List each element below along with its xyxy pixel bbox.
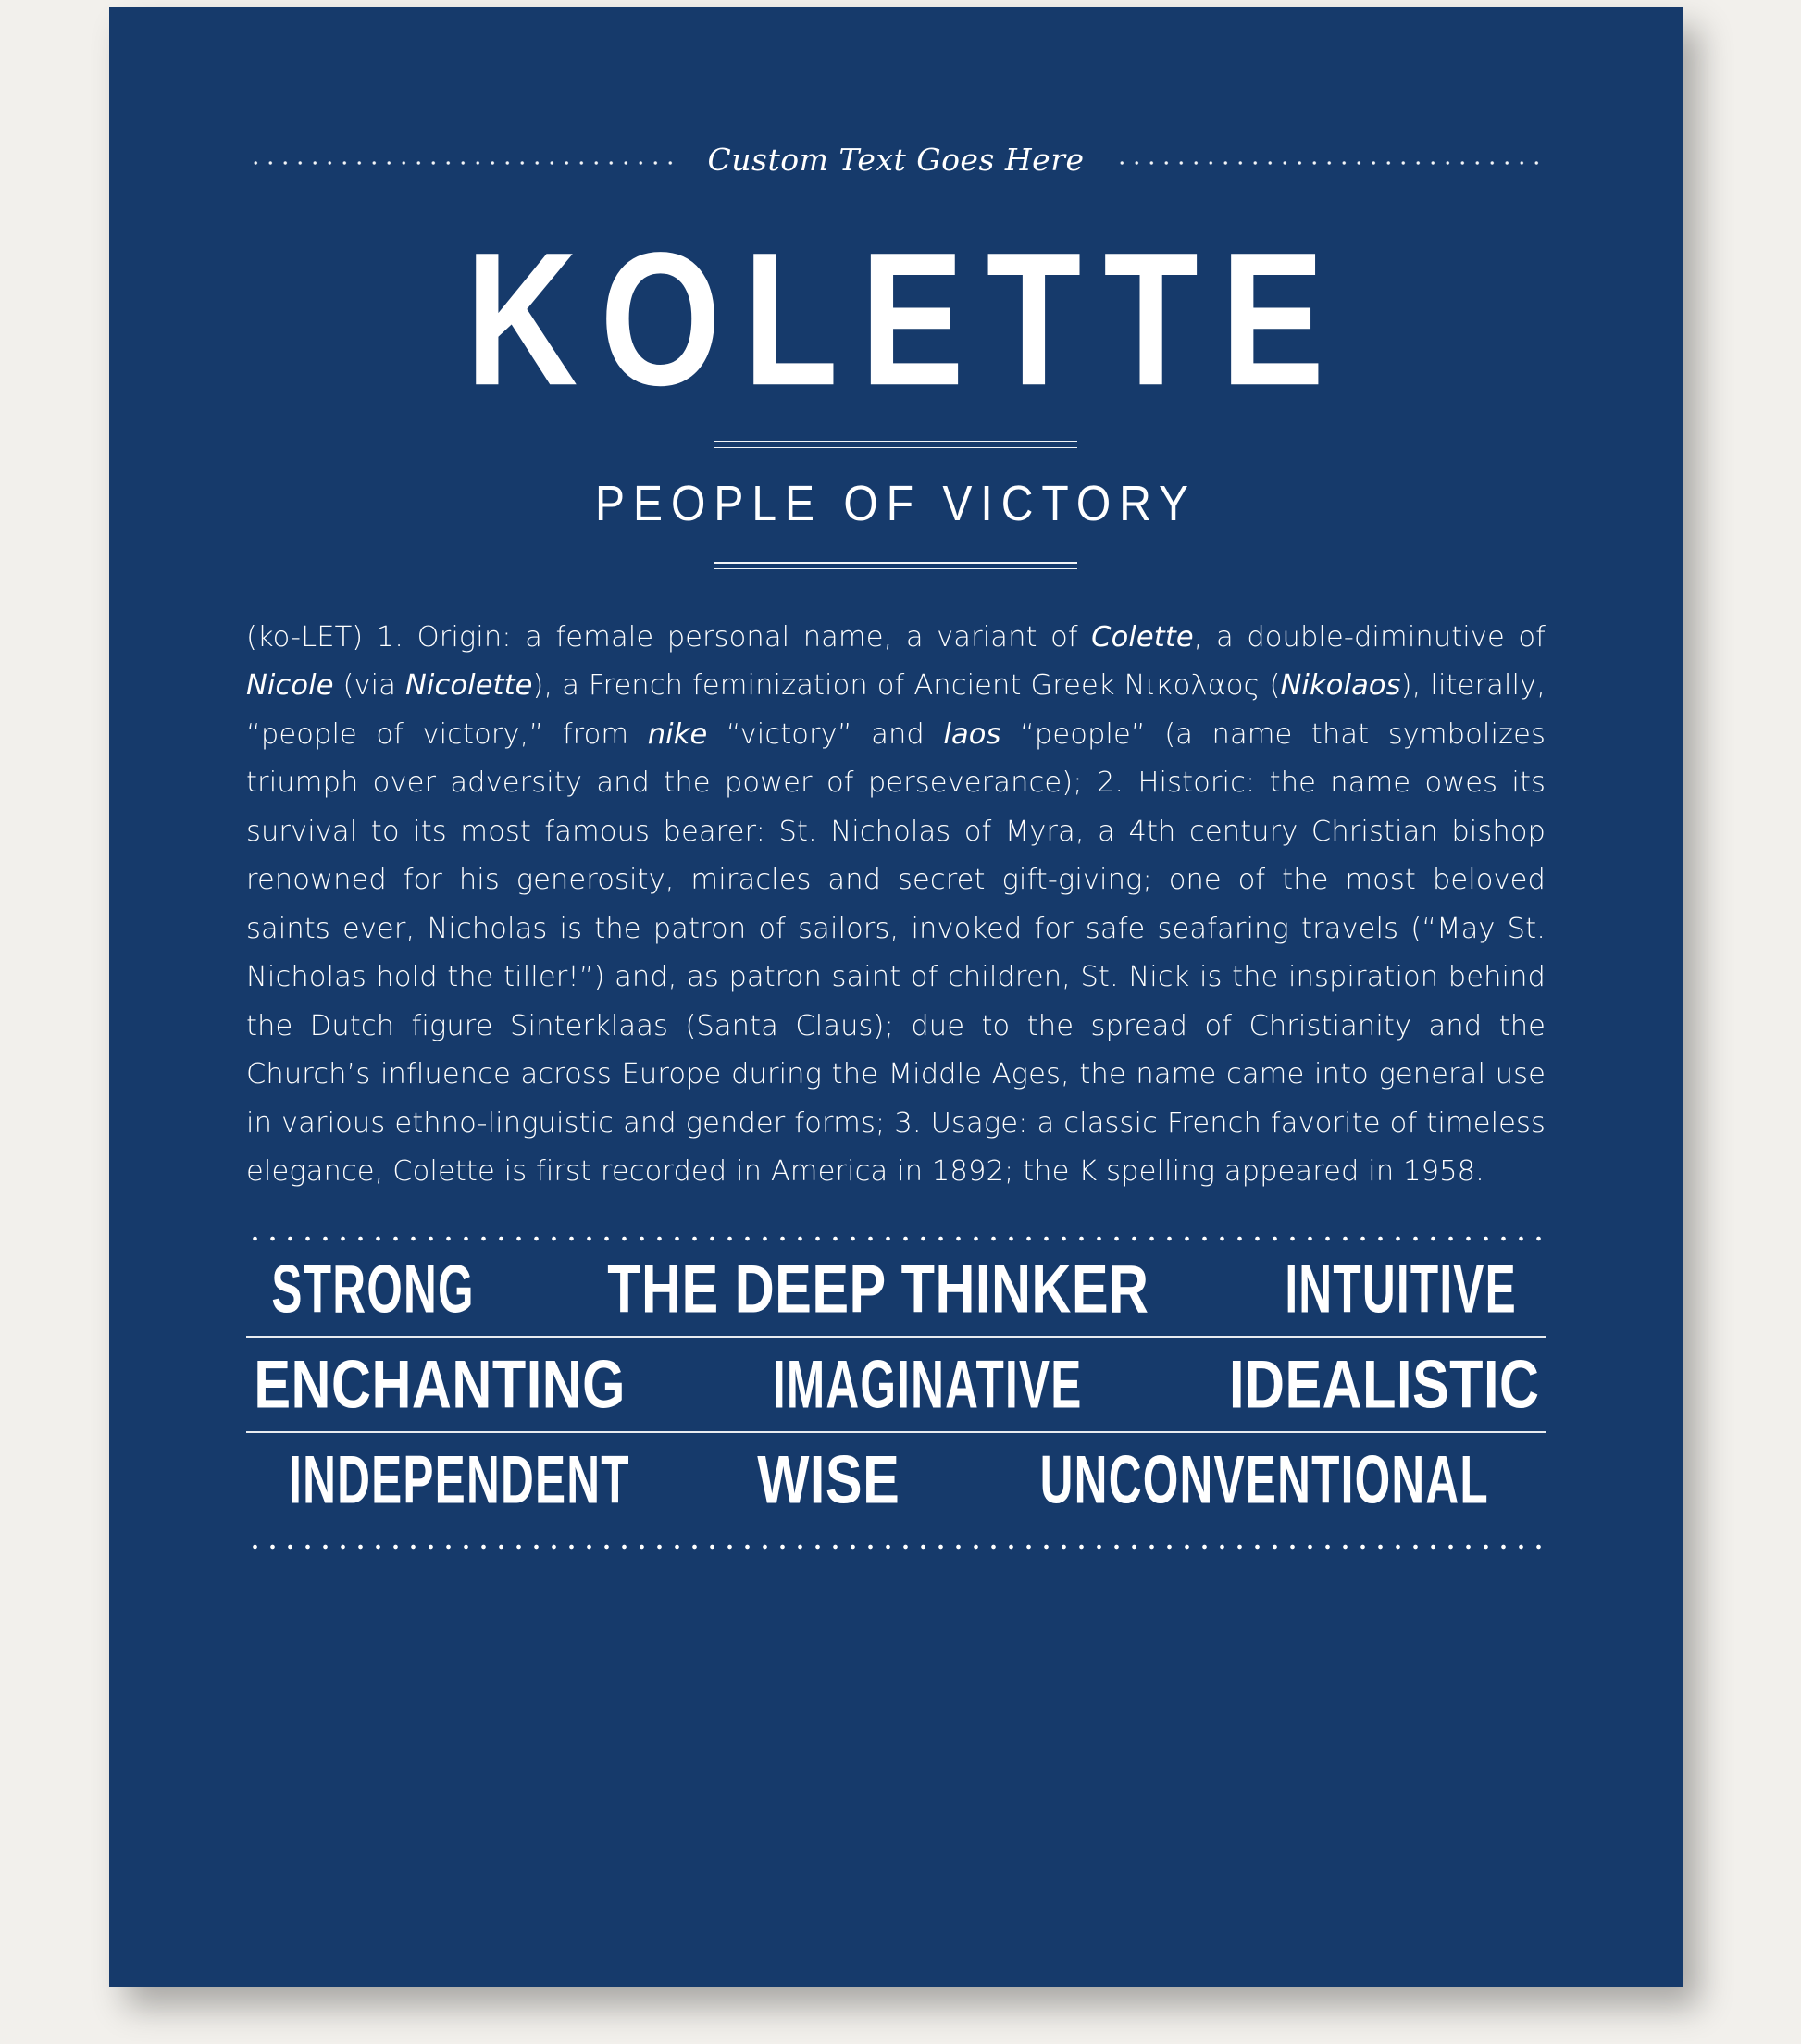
custom-text-row <box>246 135 1546 191</box>
dotted-rule-traits-bottom <box>246 1543 1546 1551</box>
trait-strong: STRONG <box>271 1253 475 1328</box>
trait-the-deep-thinker: THE DEEP THINKER <box>606 1253 1149 1328</box>
trait-unconventional: UNCONVENTIONAL <box>1040 1443 1490 1519</box>
poster-inner <box>109 7 1683 1987</box>
trait-wise: WISE <box>757 1443 900 1519</box>
dotted-rule-traits-top <box>246 1235 1546 1242</box>
trait-divider-2 <box>246 1431 1546 1433</box>
poster-canvas <box>109 7 1683 1987</box>
definition-text: (ko-LET) 1. Origin: a female personal name, a variant of Colette, a double-diminutive of Nicole (via Nicolette), a French feminization of Ancient Greek Νικολαος (Nikolaos), literally, “people of victory,” from nike “victory” and laos “people” (a name that symbolizes triumph over adversity and the power of perseverance); 2. Historic: the name owes its survival to its most famous bearer: St. Nicholas of Myra, a 4th century Christian bishop renowned for his generosity, miracles and secret gift-giving; one of the most beloved saints ever, Nicholas is the patron of sailors, invoked for safe seafaring travels (“May St. Nicholas hold the tiller!”) and, as patron saint of children, St. Nick is the inspiration behind the Dutch figure Sinterklaas (Santa Claus); due to the spread of Christianity and the Church’s influence across Europe during the Middle Ages, the name came into general use in various ethno-linguistic and gender forms; 3. Usage: a classic French favorite of timeless elegance, Colette is first recorded in America in 1892; the K spelling appeared in 1958. <box>246 621 1546 1188</box>
dotted-rule-left <box>246 160 680 166</box>
divider-below-meaning <box>714 527 1077 569</box>
trait-enchanting: ENCHANTING <box>254 1348 626 1424</box>
trait-idealistic: IDEALISTIC <box>1228 1348 1539 1424</box>
trait-line-3 <box>246 1433 1546 1527</box>
trait-imaginative: IMAGINATIVE <box>773 1348 1083 1424</box>
trait-intuitive: INTUITIVE <box>1285 1253 1517 1328</box>
dotted-rule-right <box>1112 160 1546 166</box>
trait-independent: INDEPENDENT <box>289 1443 630 1519</box>
trait-line-1 <box>246 1242 1546 1336</box>
poster-meaning: PEOPLE OF VICTORY <box>594 477 1198 532</box>
custom-text[interactable]: Custom Text Goes Here <box>707 141 1085 178</box>
trait-divider-1 <box>246 1336 1546 1338</box>
trait-line-2 <box>246 1338 1546 1431</box>
poster-name: KOLETTE <box>466 212 1347 426</box>
